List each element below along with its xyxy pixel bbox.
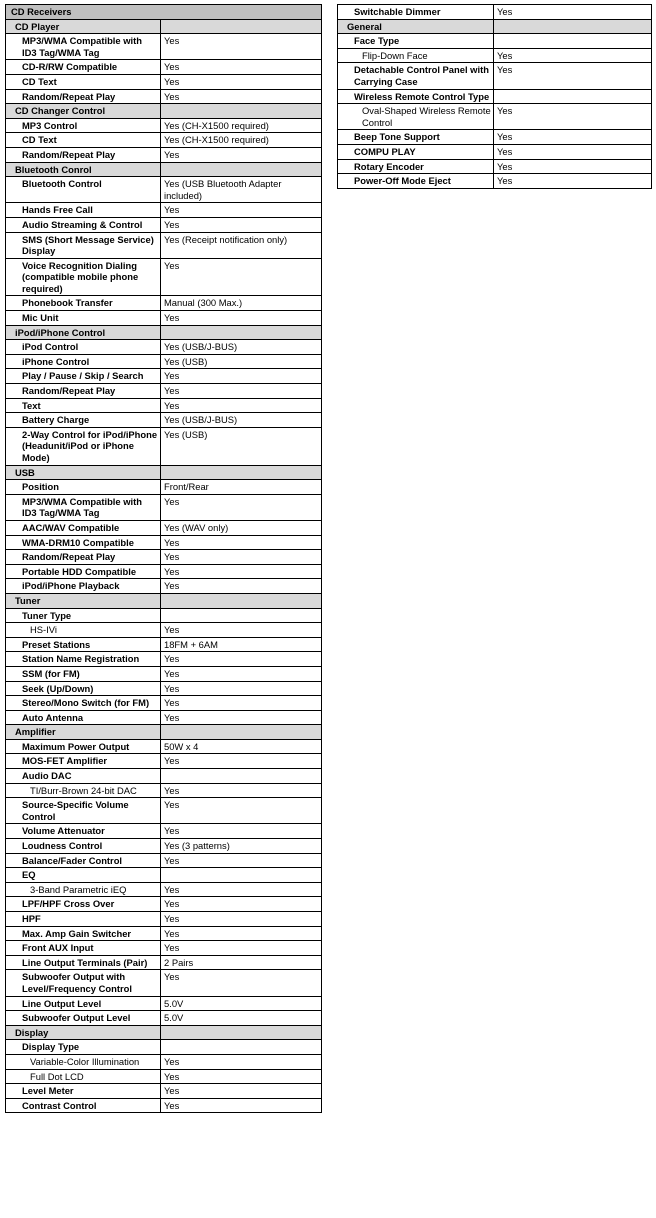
spec-section-label-cd-player: CD Player (6, 19, 161, 34)
spec-feature-label-mp3-wma-compatible-with-id3-tag-wma-tag: MP3/WMA Compatible with ID3 Tag/WMA Tag (6, 34, 161, 60)
empty-value (164, 21, 167, 33)
spec-feature-label-auto-antenna: Auto Antenna (6, 710, 161, 725)
spec-row-portable-hdd-compatible (6, 564, 322, 579)
spec-feature-value-bluetooth-conrol (161, 162, 322, 177)
spec-feature-value-eq (161, 868, 322, 883)
empty-value (164, 1041, 167, 1053)
spec-feature-value-hs-ivi: Yes (161, 623, 322, 638)
spec-feature-value-ti-burr-brown-24-bit-dac: Yes (161, 783, 322, 798)
spec-feature-value-rotary-encoder: Yes (494, 159, 652, 174)
spec-feature-label-volume-attenuator: Volume Attenuator (6, 824, 161, 839)
spec-row-aac-wav-compatible (6, 520, 322, 535)
spec-feature-label-beep-tone-support: Beep Tone Support (338, 130, 494, 145)
spec-row-compu-play (338, 144, 652, 159)
empty-value (164, 869, 167, 881)
spec-row-random-repeat-play (6, 550, 322, 565)
spec-feature-label-loudness-control: Loudness Control (6, 839, 161, 854)
spec-section-label-tuner: Tuner (6, 593, 161, 608)
spec-feature-label-bluetooth-control: Bluetooth Control (6, 177, 161, 203)
spec-row-mic-unit (6, 311, 322, 326)
spec-section-row-display (6, 1025, 322, 1040)
spec-row-face-type (338, 34, 652, 49)
spec-row-maximum-power-output (6, 739, 322, 754)
spec-row-oval-shaped-wireless-remote-control (338, 104, 652, 130)
spec-feature-value-random-repeat-play: Yes (161, 147, 322, 162)
spec-section-label-cd-changer-control: CD Changer Control (6, 104, 161, 119)
spec-feature-value-2-way-control-for-ipod-iphone-headunit-ipod-or-i: Yes (USB) (161, 427, 322, 465)
spec-table-right (337, 4, 652, 189)
spec-row-audio-streaming-and-control (6, 217, 322, 232)
spec-row-seek-up-down (6, 681, 322, 696)
empty-value (164, 467, 167, 479)
spec-row-bluetooth-control (6, 177, 322, 203)
spec-table-left-body (6, 5, 322, 1113)
spec-feature-value-ipod-iphone-playback: Yes (161, 579, 322, 594)
spec-table-title-row (6, 5, 322, 20)
spec-row-cd-text (6, 133, 322, 148)
spec-feature-label-play-pause-skip-search: Play / Pause / Skip / Search (6, 369, 161, 384)
spec-feature-label-portable-hdd-compatible: Portable HDD Compatible (6, 564, 161, 579)
spec-feature-value-switchable-dimmer: Yes (494, 5, 652, 20)
empty-value (164, 610, 167, 622)
spec-feature-label-variable-color-illumination: Variable-Color Illumination (6, 1054, 161, 1069)
spec-row-loudness-control (6, 839, 322, 854)
spec-feature-value-contrast-control: Yes (161, 1098, 322, 1113)
spec-feature-value-subwoofer-output-level: 5.0V (161, 1011, 322, 1026)
spec-row-eq (6, 868, 322, 883)
spec-feature-value-cd-r-rw-compatible: Yes (161, 60, 322, 75)
spec-feature-label-station-name-registration: Station Name Registration (6, 652, 161, 667)
spec-section-label-display: Display (6, 1025, 161, 1040)
spec-feature-label-tuner-type: Tuner Type (6, 608, 161, 623)
spec-feature-value-balance-fader-control: Yes (161, 853, 322, 868)
spec-feature-value-ssm-for-fm: Yes (161, 666, 322, 681)
spec-feature-value-voice-recognition-dialing-compatible-mobile-phon: Yes (161, 258, 322, 296)
spec-section-row-ipod-iphone-control (6, 325, 322, 340)
spec-row-battery-charge (6, 413, 322, 428)
spec-table-right-body (338, 5, 652, 189)
spec-feature-value-flip-down-face: Yes (494, 48, 652, 63)
spec-feature-label-stereo-mono-switch-for-fm: Stereo/Mono Switch (for FM) (6, 696, 161, 711)
spec-feature-label-random-repeat-play: Random/Repeat Play (6, 384, 161, 399)
spec-row-3-band-parametric-ieq (6, 882, 322, 897)
spec-row-stereo-mono-switch-for-fm (6, 696, 322, 711)
spec-feature-label-subwoofer-output-level: Subwoofer Output Level (6, 1011, 161, 1026)
spec-feature-label-cd-text: CD Text (6, 133, 161, 148)
spec-row-hands-free-call (6, 203, 322, 218)
spec-feature-label-switchable-dimmer: Switchable Dimmer (338, 5, 494, 20)
spec-row-rotary-encoder (338, 159, 652, 174)
spec-feature-label-wireless-remote-control-type: Wireless Remote Control Type (338, 89, 494, 104)
spec-section-label-general: General (338, 19, 494, 34)
spec-feature-label-flip-down-face: Flip-Down Face (338, 48, 494, 63)
spec-row-hpf (6, 912, 322, 927)
empty-value (164, 327, 167, 339)
spec-feature-value-mos-fet-amplifier: Yes (161, 754, 322, 769)
spec-row-lpf-hpf-cross-over (6, 897, 322, 912)
spec-feature-value-lpf-hpf-cross-over: Yes (161, 897, 322, 912)
spec-feature-label-display-type: Display Type (6, 1040, 161, 1055)
spec-feature-label-seek-up-down: Seek (Up/Down) (6, 681, 161, 696)
spec-feature-label-iphone-control: iPhone Control (6, 354, 161, 369)
spec-feature-label-wma-drm10-compatible: WMA-DRM10 Compatible (6, 535, 161, 550)
spec-row-power-off-mode-eject (338, 174, 652, 189)
spec-feature-value-iphone-control: Yes (USB) (161, 354, 322, 369)
spec-feature-value-audio-dac (161, 769, 322, 784)
spec-feature-value-auto-antenna: Yes (161, 710, 322, 725)
spec-feature-label-hands-free-call: Hands Free Call (6, 203, 161, 218)
spec-feature-value-random-repeat-play: Yes (161, 550, 322, 565)
spec-feature-value-random-repeat-play: Yes (161, 384, 322, 399)
empty-value (164, 1027, 167, 1039)
spec-feature-value-source-specific-volume-control: Yes (161, 798, 322, 824)
spec-row-iphone-control (6, 354, 322, 369)
spec-section-row-general (338, 19, 652, 34)
spec-feature-value-power-off-mode-eject: Yes (494, 174, 652, 189)
spec-feature-value-loudness-control: Yes (3 patterns) (161, 839, 322, 854)
spec-row-subwoofer-output-level (6, 1011, 322, 1026)
spec-row-ipod-iphone-playback (6, 579, 322, 594)
spec-row-auto-antenna (6, 710, 322, 725)
spec-feature-label-audio-streaming-and-control: Audio Streaming & Control (6, 217, 161, 232)
empty-value (164, 770, 167, 782)
spec-section-row-cd-changer-control (6, 104, 322, 119)
empty-value (164, 105, 167, 117)
spec-feature-value-compu-play: Yes (494, 144, 652, 159)
spec-feature-label-power-off-mode-eject: Power-Off Mode Eject (338, 174, 494, 189)
spec-feature-value-line-output-terminals-pair: 2 Pairs (161, 955, 322, 970)
spec-feature-label-audio-dac: Audio DAC (6, 769, 161, 784)
spec-feature-label-random-repeat-play: Random/Repeat Play (6, 147, 161, 162)
spec-feature-label-preset-stations: Preset Stations (6, 637, 161, 652)
spec-feature-value-subwoofer-output-with-level-frequency-control: Yes (161, 970, 322, 996)
spec-row-level-meter (6, 1084, 322, 1099)
spec-feature-label-phonebook-transfer: Phonebook Transfer (6, 296, 161, 311)
spec-feature-value-preset-stations: 18FM + 6AM (161, 637, 322, 652)
spec-section-label-usb: USB (6, 465, 161, 480)
spec-feature-value-full-dot-lcd: Yes (161, 1069, 322, 1084)
spec-row-preset-stations (6, 637, 322, 652)
spec-feature-value-volume-attenuator: Yes (161, 824, 322, 839)
spec-row-line-output-level (6, 996, 322, 1011)
spec-table-title: CD Receivers (6, 5, 322, 20)
spec-feature-value-cd-player (161, 19, 322, 34)
spec-feature-value-wma-drm10-compatible: Yes (161, 535, 322, 550)
spec-row-display-type (6, 1040, 322, 1055)
spec-row-mp3-wma-compatible-with-id3-tag-wma-tag (6, 34, 322, 60)
spec-row-full-dot-lcd (6, 1069, 322, 1084)
spec-feature-label-subwoofer-output-with-level-frequency-control: Subwoofer Output with Level/Frequency Control (6, 970, 161, 996)
spec-feature-value-hands-free-call: Yes (161, 203, 322, 218)
spec-feature-label-mic-unit: Mic Unit (6, 311, 161, 326)
spec-section-row-amplifier (6, 725, 322, 740)
spec-feature-label-full-dot-lcd: Full Dot LCD (6, 1069, 161, 1084)
spec-feature-value-bluetooth-control: Yes (USB Bluetooth Adapter included) (161, 177, 322, 203)
spec-feature-value-position: Front/Rear (161, 480, 322, 495)
spec-row-position (6, 480, 322, 495)
spec-feature-label-mp3-control: MP3 Control (6, 118, 161, 133)
spec-feature-label-ssm-for-fm: SSM (for FM) (6, 666, 161, 681)
spec-feature-label-line-output-level: Line Output Level (6, 996, 161, 1011)
spec-feature-value-battery-charge: Yes (USB/J-BUS) (161, 413, 322, 428)
spec-feature-label-text: Text (6, 398, 161, 413)
spec-row-random-repeat-play (6, 147, 322, 162)
spec-feature-value-mic-unit: Yes (161, 311, 322, 326)
spec-table-left (5, 4, 322, 1113)
spec-feature-value-phonebook-transfer: Manual (300 Max.) (161, 296, 322, 311)
spec-feature-label-mp3-wma-compatible-with-id3-tag-wma-tag: MP3/WMA Compatible with ID3 Tag/WMA Tag (6, 494, 161, 520)
empty-value (497, 35, 500, 47)
spec-feature-value-text: Yes (161, 398, 322, 413)
spec-row-switchable-dimmer (338, 5, 652, 20)
spec-row-hs-ivi (6, 623, 322, 638)
spec-row-play-pause-skip-search (6, 369, 322, 384)
spec-feature-label-max-amp-gain-switcher: Max. Amp Gain Switcher (6, 926, 161, 941)
spec-row-subwoofer-output-with-level-frequency-control (6, 970, 322, 996)
spec-row-balance-fader-control (6, 853, 322, 868)
spec-feature-label-position: Position (6, 480, 161, 495)
spec-feature-label-cd-r-rw-compatible: CD-R/RW Compatible (6, 60, 161, 75)
spec-row-ssm-for-fm (6, 666, 322, 681)
spec-feature-value-ipod-control: Yes (USB/J-BUS) (161, 340, 322, 355)
spec-feature-label-rotary-encoder: Rotary Encoder (338, 159, 494, 174)
spec-feature-label-line-output-terminals-pair: Line Output Terminals (Pair) (6, 955, 161, 970)
spec-feature-label-face-type: Face Type (338, 34, 494, 49)
spec-feature-value-mp3-wma-compatible-with-id3-tag-wma-tag: Yes (161, 494, 322, 520)
empty-value (497, 21, 500, 33)
spec-row-ti-burr-brown-24-bit-dac (6, 783, 322, 798)
spec-row-flip-down-face (338, 48, 652, 63)
spec-feature-value-mp3-control: Yes (CH-X1500 required) (161, 118, 322, 133)
spec-row-ipod-control (6, 340, 322, 355)
spec-feature-value-maximum-power-output: 50W x 4 (161, 739, 322, 754)
spec-section-row-tuner (6, 593, 322, 608)
spec-row-cd-text (6, 74, 322, 89)
spec-feature-label-balance-fader-control: Balance/Fader Control (6, 853, 161, 868)
spec-feature-value-beep-tone-support: Yes (494, 130, 652, 145)
spec-feature-label-compu-play: COMPU PLAY (338, 144, 494, 159)
spec-row-station-name-registration (6, 652, 322, 667)
spec-feature-value-level-meter: Yes (161, 1084, 322, 1099)
spec-section-row-usb (6, 465, 322, 480)
spec-feature-label-2-way-control-for-ipod-iphone-headunit-ipod-or-i: 2-Way Control for iPod/iPhone (Headunit/iPod or iPhone Mode) (6, 427, 161, 465)
spec-feature-label-battery-charge: Battery Charge (6, 413, 161, 428)
spec-feature-value-face-type (494, 34, 652, 49)
spec-row-mp3-wma-compatible-with-id3-tag-wma-tag (6, 494, 322, 520)
spec-section-row-bluetooth-conrol (6, 162, 322, 177)
spec-feature-label-random-repeat-play: Random/Repeat Play (6, 89, 161, 104)
spec-row-source-specific-volume-control (6, 798, 322, 824)
spec-feature-label-aac-wav-compatible: AAC/WAV Compatible (6, 520, 161, 535)
spec-feature-value-front-aux-input: Yes (161, 941, 322, 956)
spec-row-variable-color-illumination (6, 1054, 322, 1069)
spec-row-wireless-remote-control-type (338, 89, 652, 104)
spec-feature-label-front-aux-input: Front AUX Input (6, 941, 161, 956)
spec-feature-label-source-specific-volume-control: Source-Specific Volume Control (6, 798, 161, 824)
spec-feature-label-cd-text: CD Text (6, 74, 161, 89)
spec-feature-label-lpf-hpf-cross-over: LPF/HPF Cross Over (6, 897, 161, 912)
spec-feature-value-ipod-iphone-control (161, 325, 322, 340)
spec-row-cd-r-rw-compatible (6, 60, 322, 75)
spec-feature-label-hpf: HPF (6, 912, 161, 927)
empty-value (164, 164, 167, 176)
spec-feature-value-general (494, 19, 652, 34)
spec-feature-value-max-amp-gain-switcher: Yes (161, 926, 322, 941)
spec-row-beep-tone-support (338, 130, 652, 145)
spec-feature-label-random-repeat-play: Random/Repeat Play (6, 550, 161, 565)
spec-feature-value-cd-text: Yes (CH-X1500 required) (161, 133, 322, 148)
spec-feature-value-3-band-parametric-ieq: Yes (161, 882, 322, 897)
spec-feature-value-line-output-level: 5.0V (161, 996, 322, 1011)
spec-row-front-aux-input (6, 941, 322, 956)
spec-feature-value-display (161, 1025, 322, 1040)
spec-feature-value-tuner (161, 593, 322, 608)
spec-feature-value-oval-shaped-wireless-remote-control: Yes (494, 104, 652, 130)
spec-section-label-amplifier: Amplifier (6, 725, 161, 740)
spec-feature-label-hs-ivi: HS-IVi (6, 623, 161, 638)
spec-row-sms-short-message-service-display (6, 232, 322, 258)
spec-feature-label-maximum-power-output: Maximum Power Output (6, 739, 161, 754)
spec-row-random-repeat-play (6, 89, 322, 104)
empty-value (497, 91, 500, 103)
empty-value (164, 726, 167, 738)
spec-feature-value-seek-up-down: Yes (161, 681, 322, 696)
spec-row-2-way-control-for-ipod-iphone-headunit-ipod-or-i (6, 427, 322, 465)
spec-feature-label-sms-short-message-service-display: SMS (Short Message Service) Display (6, 232, 161, 258)
spec-row-random-repeat-play (6, 384, 322, 399)
empty-value (164, 595, 167, 607)
spec-row-wma-drm10-compatible (6, 535, 322, 550)
spec-feature-value-station-name-registration: Yes (161, 652, 322, 667)
spec-feature-label-voice-recognition-dialing-compatible-mobile-phon: Voice Recognition Dialing (compatible mobile phone required) (6, 258, 161, 296)
spec-row-phonebook-transfer (6, 296, 322, 311)
spec-feature-label-ti-burr-brown-24-bit-dac: TI/Burr-Brown 24-bit DAC (6, 783, 161, 798)
spec-feature-value-display-type (161, 1040, 322, 1055)
spec-feature-value-cd-changer-control (161, 104, 322, 119)
spec-section-label-bluetooth-conrol: Bluetooth Conrol (6, 162, 161, 177)
spec-row-volume-attenuator (6, 824, 322, 839)
spec-row-detachable-control-panel-with-carrying-case (338, 63, 652, 89)
spec-row-tuner-type (6, 608, 322, 623)
spec-feature-label-contrast-control: Contrast Control (6, 1098, 161, 1113)
spec-feature-value-variable-color-illumination: Yes (161, 1054, 322, 1069)
spec-feature-value-play-pause-skip-search: Yes (161, 369, 322, 384)
spec-feature-value-cd-text: Yes (161, 74, 322, 89)
spec-row-mos-fet-amplifier (6, 754, 322, 769)
spec-row-audio-dac (6, 769, 322, 784)
spec-feature-label-ipod-iphone-playback: iPod/iPhone Playback (6, 579, 161, 594)
spec-feature-value-portable-hdd-compatible: Yes (161, 564, 322, 579)
spec-feature-value-audio-streaming-and-control: Yes (161, 217, 322, 232)
spec-feature-value-mp3-wma-compatible-with-id3-tag-wma-tag: Yes (161, 34, 322, 60)
spec-feature-value-amplifier (161, 725, 322, 740)
spec-row-text (6, 398, 322, 413)
spec-feature-label-oval-shaped-wireless-remote-control: Oval-Shaped Wireless Remote Control (338, 104, 494, 130)
spec-row-mp3-control (6, 118, 322, 133)
spec-section-label-ipod-iphone-control: iPod/iPhone Control (6, 325, 161, 340)
spec-row-voice-recognition-dialing-compatible-mobile-phon (6, 258, 322, 296)
spec-feature-value-aac-wav-compatible: Yes (WAV only) (161, 520, 322, 535)
spec-feature-value-tuner-type (161, 608, 322, 623)
spec-feature-label-eq: EQ (6, 868, 161, 883)
spec-row-line-output-terminals-pair (6, 955, 322, 970)
spec-feature-label-3-band-parametric-ieq: 3-Band Parametric iEQ (6, 882, 161, 897)
spec-feature-value-detachable-control-panel-with-carrying-case: Yes (494, 63, 652, 89)
spec-feature-label-mos-fet-amplifier: MOS-FET Amplifier (6, 754, 161, 769)
spec-feature-value-stereo-mono-switch-for-fm: Yes (161, 696, 322, 711)
spec-section-row-cd-player (6, 19, 322, 34)
spec-row-max-amp-gain-switcher (6, 926, 322, 941)
spec-feature-label-ipod-control: iPod Control (6, 340, 161, 355)
spec-feature-label-level-meter: Level Meter (6, 1084, 161, 1099)
spec-feature-value-usb (161, 465, 322, 480)
spec-feature-value-hpf: Yes (161, 912, 322, 927)
spec-feature-value-wireless-remote-control-type (494, 89, 652, 104)
spec-feature-label-detachable-control-panel-with-carrying-case: Detachable Control Panel with Carrying Case (338, 63, 494, 89)
spec-row-contrast-control (6, 1098, 322, 1113)
spec-feature-value-random-repeat-play: Yes (161, 89, 322, 104)
spec-feature-value-sms-short-message-service-display: Yes (Receipt notification only) (161, 232, 322, 258)
